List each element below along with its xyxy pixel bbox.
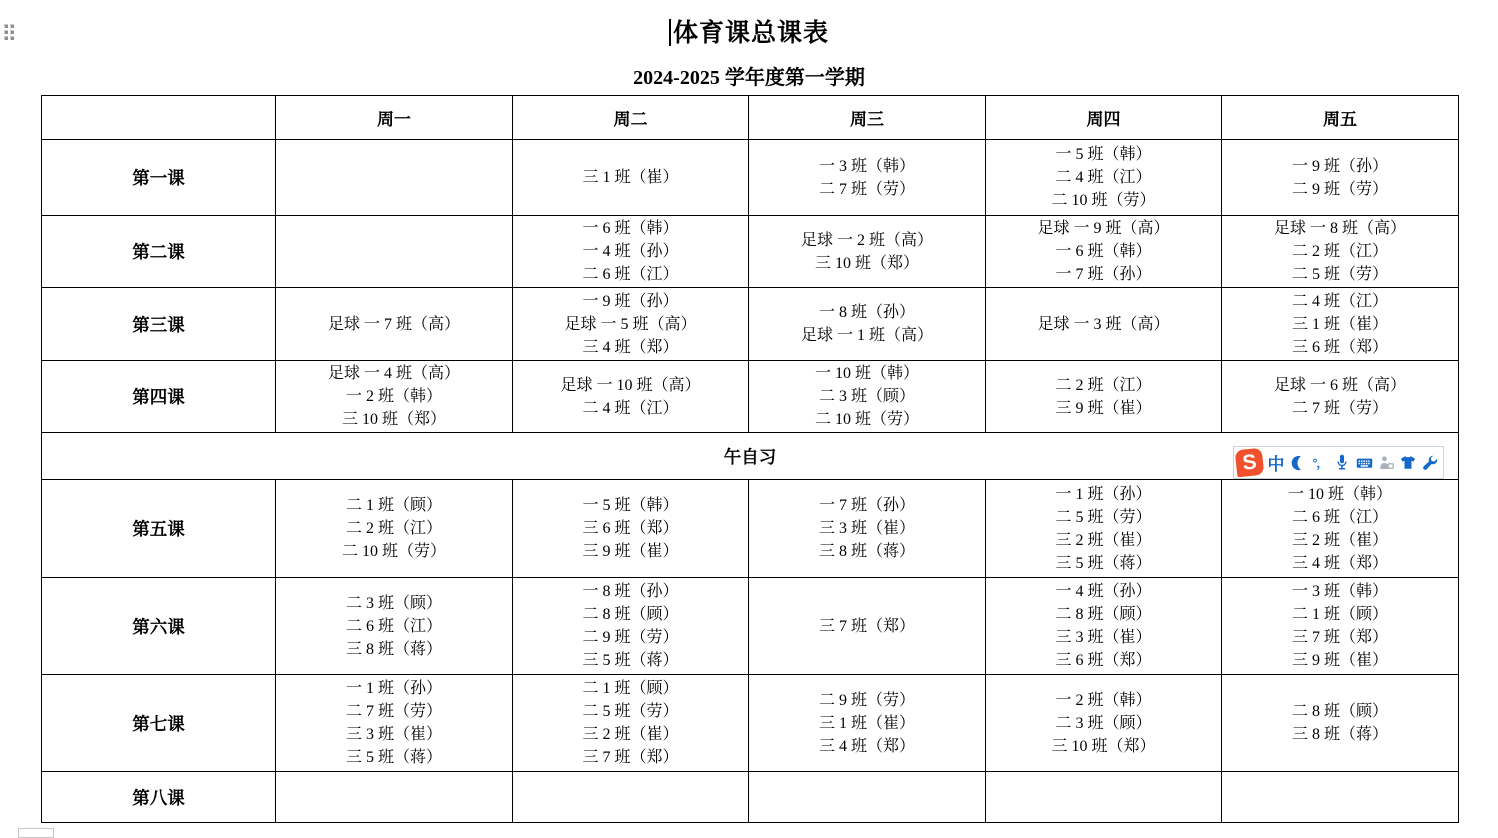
class-entry: 一 1 班（孙） (345, 680, 442, 697)
class-entry: 一 7 班（孙） (818, 497, 915, 514)
class-entry: 三 7 班（郑） (582, 749, 679, 766)
class-entry: 二 4 班（江） (582, 399, 679, 417)
class-entry: 一 4 班（孙） (582, 243, 679, 260)
class-entry: 二 6 班（江） (345, 617, 442, 635)
class-entry: 三 6 班（郑） (582, 520, 679, 537)
class-entry: 二 5 班（劳） (1291, 266, 1388, 283)
class-entry: 足球 一 10 班（高） (560, 376, 701, 394)
class-entry: 三 1 班（崔） (582, 169, 679, 186)
class-entry: 一 3 班（韩） (1291, 583, 1388, 600)
noon-cell[interactable]: 午自习 (42, 433, 1459, 480)
schedule-cell[interactable] (749, 772, 986, 823)
schedule-cell[interactable] (513, 140, 749, 216)
class-entry: 足球 一 3 班（高） (1037, 315, 1170, 333)
class-entry: 足球 一 5 班（高） (564, 315, 697, 333)
schedule-cell[interactable] (986, 772, 1222, 823)
class-entry: 二 2 班（江） (1291, 243, 1388, 260)
class-entry: 三 9 班（崔） (582, 543, 679, 560)
schedule-cell[interactable] (276, 772, 513, 823)
schedule-row (42, 578, 1459, 675)
period-label[interactable]: 第二课 (42, 216, 276, 288)
table-header-row (42, 96, 1459, 140)
class-entry: 二 2 班（江） (345, 520, 442, 537)
class-entry: 足球 一 9 班（高） (1037, 220, 1170, 237)
class-entry: 一 5 班（韩） (582, 497, 679, 514)
schedule-cell[interactable] (513, 216, 749, 288)
class-entry: 一 7 班（孙） (1055, 266, 1152, 283)
sogou-logo-icon[interactable]: S (1235, 448, 1265, 478)
skin-tshirt-icon[interactable] (1399, 451, 1417, 475)
class-entry: 二 10 班（劳） (814, 411, 919, 428)
class-entry: 一 2 班（韩） (345, 388, 442, 405)
class-entry: 三 2 班（崔） (582, 726, 679, 743)
schedule-row (42, 140, 1459, 216)
schedule-cell[interactable] (749, 480, 986, 578)
schedule-cell[interactable] (986, 216, 1222, 288)
class-entry: 二 10 班（劳） (1051, 192, 1156, 209)
class-entry: 二 1 班（顾） (345, 497, 442, 514)
schedule-cell[interactable] (749, 288, 986, 361)
class-entry: 三 8 班（蒋） (345, 640, 442, 658)
lang-toggle-icon[interactable]: 中 (1267, 455, 1285, 474)
schedule-cell[interactable] (986, 480, 1222, 578)
class-entry: 三 1 班（崔） (1291, 315, 1388, 333)
class-entry: 足球 一 7 班（高） (327, 315, 460, 333)
class-entry: 二 8 班（顾） (582, 606, 679, 623)
soft-keyboard-icon[interactable] (1355, 451, 1373, 475)
class-entry: 三 3 班（崔） (818, 520, 915, 537)
schedule-cell[interactable] (1222, 578, 1459, 675)
class-entry: 一 9 班（孙） (1291, 157, 1388, 175)
class-entry: 一 4 班（孙） (1055, 583, 1152, 600)
schedule-row (42, 361, 1459, 433)
period-label[interactable]: 第三课 (42, 288, 276, 361)
passthrough-person-icon[interactable] (1377, 451, 1395, 475)
class-entry: 一 3 班（韩） (818, 157, 915, 175)
schedule-cell[interactable] (749, 675, 986, 772)
class-entry: 一 10 班（韩） (1287, 485, 1392, 503)
class-entry: 一 2 班（韩） (1055, 691, 1152, 709)
schedule-cell[interactable] (986, 288, 1222, 361)
class-entry: 二 9 班（劳） (582, 629, 679, 646)
class-entry: 三 7 班（郑） (1291, 629, 1388, 646)
schedule-cell[interactable] (1222, 675, 1459, 772)
class-entry: 三 8 班（蒋） (818, 543, 915, 560)
schedule-cell[interactable] (1222, 772, 1459, 823)
schedule-table-body (42, 140, 1459, 823)
day-header-tue[interactable]: 周二 (513, 96, 749, 140)
corner-header-cell[interactable] (42, 96, 276, 140)
period-label[interactable]: 第七课 (42, 675, 276, 772)
class-entry: 三 2 班（崔） (1291, 531, 1388, 549)
class-entry: 足球 一 6 班（高） (1273, 376, 1406, 394)
class-entry: 足球 一 1 班（高） (800, 327, 933, 344)
period-label[interactable]: 第五课 (42, 480, 276, 578)
class-entry: 二 6 班（江） (582, 266, 679, 283)
schedule-row (42, 480, 1459, 578)
class-entry: 三 2 班（崔） (1055, 531, 1152, 549)
toolbox-wrench-icon[interactable] (1421, 451, 1439, 475)
schedule-cell[interactable] (276, 140, 513, 216)
period-label[interactable]: 第八课 (42, 772, 276, 823)
class-entry: 二 2 班（江） (1055, 376, 1152, 394)
voice-mic-icon[interactable] (1333, 451, 1351, 475)
schedule-cell[interactable] (513, 675, 749, 772)
class-entry: 一 5 班（韩） (1055, 146, 1152, 163)
schedule-cell[interactable] (749, 361, 986, 433)
ime-toolbar (1233, 446, 1444, 479)
text-cursor (669, 19, 671, 46)
period-label[interactable]: 第六课 (42, 578, 276, 675)
schedule-cell[interactable] (276, 480, 513, 578)
schedule-cell[interactable] (986, 361, 1222, 433)
class-entry: 三 9 班（崔） (1291, 652, 1388, 669)
schedule-row (42, 772, 1459, 823)
schedule-cell[interactable] (1222, 140, 1459, 216)
class-entry: 二 7 班（劳） (818, 180, 915, 198)
schedule-cell[interactable] (276, 361, 513, 433)
day-header-thu[interactable]: 周四 (986, 96, 1222, 140)
class-entry: 三 1 班（崔） (818, 714, 915, 732)
class-entry: 三 10 班（郑） (814, 254, 919, 272)
class-entry: 三 7 班（郑） (818, 617, 915, 635)
schedule-cell[interactable] (749, 578, 986, 675)
schedule-cell[interactable] (513, 578, 749, 675)
schedule-cell[interactable] (986, 675, 1222, 772)
schedule-row (42, 216, 1459, 288)
bottom-left-stub (18, 828, 54, 838)
class-entry: 二 1 班（顾） (582, 680, 679, 697)
schedule-cell[interactable] (986, 578, 1222, 675)
class-entry: 二 7 班（劳） (1291, 399, 1388, 417)
fullwidth-moon-icon[interactable] (1289, 451, 1307, 475)
schedule-cell[interactable] (513, 480, 749, 578)
class-entry: 二 9 班（劳） (1291, 180, 1388, 198)
schedule-cell[interactable] (986, 140, 1222, 216)
class-entry: 一 8 班（孙） (818, 304, 915, 321)
schedule-row (42, 288, 1459, 361)
schedule-cell[interactable] (276, 675, 513, 772)
schedule-cell[interactable] (1222, 288, 1459, 361)
class-entry: 一 6 班（韩） (1055, 243, 1152, 260)
class-entry: 二 5 班（劳） (1055, 508, 1152, 526)
class-entry: 一 8 班（孙） (582, 583, 679, 600)
class-entry: 一 10 班（韩） (814, 365, 919, 382)
schedule-cell[interactable] (1222, 361, 1459, 433)
class-entry: 二 6 班（江） (1291, 508, 1388, 526)
class-entry: 二 10 班（劳） (341, 543, 446, 560)
schedule-cell[interactable] (276, 578, 513, 675)
schedule-cell[interactable] (1222, 216, 1459, 288)
schedule-row (42, 675, 1459, 772)
class-entry: 一 1 班（孙） (1055, 485, 1152, 503)
class-entry: 二 1 班（顾） (1291, 606, 1388, 623)
schedule-cell[interactable] (513, 772, 749, 823)
class-entry: 二 7 班（劳） (345, 703, 442, 720)
page-subtitle[interactable]: 2024-2025 学年度第一学期 (633, 67, 865, 89)
class-entry: 三 5 班（蒋） (1055, 554, 1152, 572)
day-header-mon[interactable]: 周一 (276, 96, 513, 140)
class-entry: 三 5 班（蒋） (345, 749, 442, 766)
class-entry: 一 6 班（韩） (582, 220, 679, 237)
class-entry: 三 9 班（崔） (1055, 399, 1152, 417)
class-entry: 二 5 班（劳） (582, 703, 679, 720)
day-header-fri[interactable]: 周五 (1222, 96, 1459, 140)
punctuation-icon[interactable]: °， (1312, 456, 1328, 470)
class-entry: 三 5 班（蒋） (582, 652, 679, 669)
schedule-cell[interactable] (276, 216, 513, 288)
class-entry: 三 3 班（崔） (345, 726, 442, 743)
class-entry: 一 9 班（孙） (582, 292, 679, 310)
class-entry: 二 4 班（江） (1291, 292, 1388, 310)
class-entry: 足球 一 2 班（高） (800, 231, 933, 249)
class-entry: 三 6 班（郑） (1055, 652, 1152, 669)
class-entry: 三 8 班（蒋） (1291, 726, 1388, 743)
class-entry: 三 4 班（郑） (818, 737, 915, 755)
class-entry: 二 8 班（顾） (1291, 703, 1388, 720)
schedule-cell[interactable] (276, 288, 513, 361)
class-entry: 三 4 班（郑） (1291, 554, 1388, 572)
class-entry: 二 3 班（顾） (818, 388, 915, 405)
class-entry: 二 4 班（江） (1055, 169, 1152, 186)
class-entry: 足球 一 4 班（高） (327, 365, 460, 382)
class-entry: 足球 一 8 班（高） (1273, 220, 1406, 237)
schedule-cell[interactable] (513, 288, 749, 361)
class-entry: 二 3 班（顾） (345, 594, 442, 612)
period-label[interactable]: 第一课 (42, 140, 276, 216)
class-entry: 三 10 班（郑） (341, 411, 446, 428)
schedule-cell[interactable] (749, 140, 986, 216)
class-entry: 二 8 班（顾） (1055, 606, 1152, 623)
class-entry: 二 9 班（劳） (818, 691, 915, 709)
class-entry: 二 3 班（顾） (1055, 714, 1152, 732)
page-title[interactable] (0, 13, 1498, 49)
schedule-cell[interactable] (513, 361, 749, 433)
day-header-wed[interactable]: 周三 (749, 96, 986, 140)
class-entry: 三 10 班（郑） (1051, 737, 1156, 755)
class-entry: 三 3 班（崔） (1055, 629, 1152, 646)
schedule-cell[interactable] (749, 216, 986, 288)
page-title-text[interactable]: 体育课总课表 (672, 20, 829, 47)
schedule-cell[interactable] (1222, 480, 1459, 578)
period-label[interactable]: 第四课 (42, 361, 276, 433)
class-entry: 三 6 班（郑） (1291, 338, 1388, 356)
class-entry: 三 4 班（郑） (582, 338, 679, 356)
